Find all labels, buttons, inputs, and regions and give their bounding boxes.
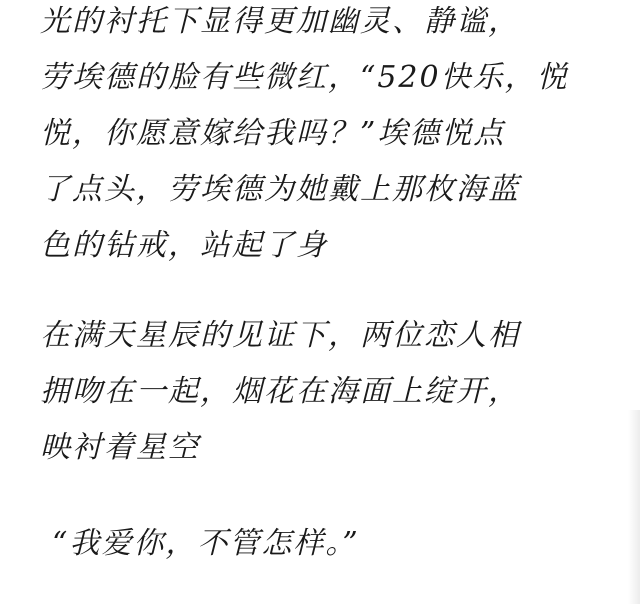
text-line-4: 了点头，劳埃德为她戴上那枚海蓝 xyxy=(40,172,520,207)
text-line-3: 悦，你愿意嫁给我吗？”埃德悦点 xyxy=(40,116,506,151)
text-line-2: 劳埃德的脸有些微红，“520快乐，悦 xyxy=(40,60,569,95)
text-line-8: 映衬着星空 xyxy=(40,430,200,465)
text-line-7: 拥吻在一起，烟花在海面上绽开， xyxy=(40,374,520,409)
text-line-5: 色的钻戒，站起了身 xyxy=(40,228,328,263)
page-edge-shadow xyxy=(628,410,640,604)
text-line-6: 在满天星辰的见证下，两位恋人相 xyxy=(40,318,520,353)
text-line-quote: “我爱你，不管怎样。” xyxy=(52,526,360,561)
text-line-1: 光的衬托下显得更加幽灵、静谧， xyxy=(40,4,520,39)
